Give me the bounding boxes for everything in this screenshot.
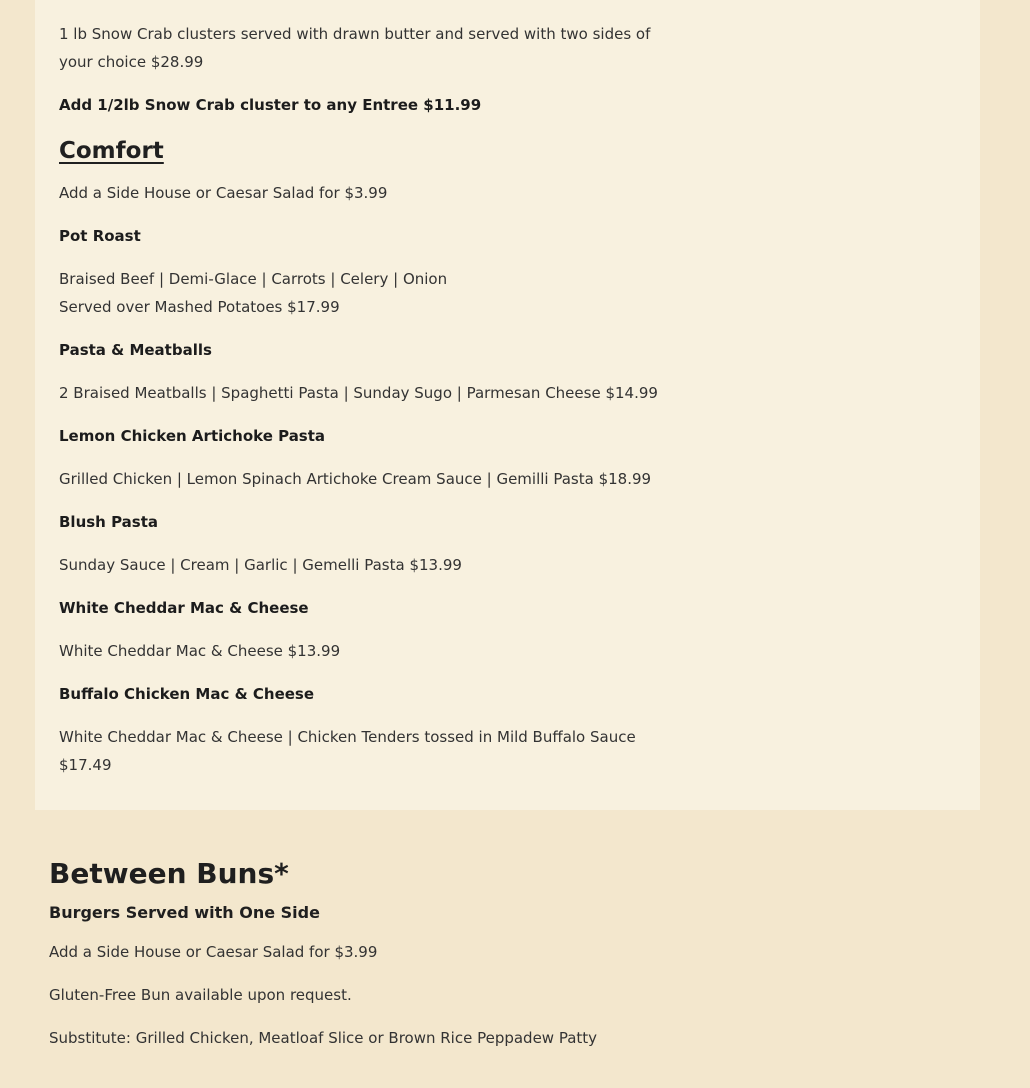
item-desc-blush-pasta: Sunday Sauce | Cream | Garlic | Gemelli Pasta $13.99 [59, 556, 462, 574]
item-desc-pasta-meatballs: 2 Braised Meatballs | Spaghetti Pasta | Sunday Sugo | Parmesan Cheese $14.99 [59, 384, 658, 402]
between-buns-heading: Between Buns* [49, 857, 289, 890]
comfort-side-note: Add a Side House or Caesar Salad for $3.99 [59, 184, 388, 202]
substitute-note: Substitute: Grilled Chicken, Meatloaf Slice or Brown Rice Peppadew Patty [49, 1029, 598, 1047]
item-desc-pot-roast: Braised Beef | Demi-Glace | Carrots | Celery | Onion Served over Mashed Potatoes $17.99 [59, 270, 448, 316]
comfort-heading: Comfort [59, 138, 164, 164]
item-desc-lemon-chicken-artichoke-pasta: Grilled Chicken | Lemon Spinach Artichoke Cream Sauce | Gemilli Pasta $18.99 [59, 470, 652, 488]
item-name-buffalo-chicken-mac: Buffalo Chicken Mac & Cheese [59, 685, 315, 703]
menu-card [35, 0, 980, 810]
gluten-free-note: Gluten-Free Bun available upon request. [49, 986, 352, 1004]
item-name-blush-pasta: Blush Pasta [59, 513, 159, 531]
item-name-pot-roast: Pot Roast [59, 227, 141, 245]
item-name-white-cheddar-mac: White Cheddar Mac & Cheese [59, 599, 309, 617]
item-name-pasta-meatballs: Pasta & Meatballs [59, 341, 212, 359]
item-desc-white-cheddar-mac: White Cheddar Mac & Cheese $13.99 [59, 642, 341, 660]
snow-crab-addon: Add 1/2lb Snow Crab cluster to any Entree $11.99 [59, 96, 482, 114]
snow-crab-description: 1 lb Snow Crab clusters served with drawn butter and served with two sides of your choice $28.99 [59, 25, 651, 71]
between-buns-side-note: Add a Side House or Caesar Salad for $3.99 [49, 943, 378, 961]
item-name-lemon-chicken-artichoke-pasta: Lemon Chicken Artichoke Pasta [59, 427, 326, 445]
menu-card-content [59, 20, 659, 779]
between-buns-subtitle: Burgers Served with One Side [49, 903, 320, 922]
item-desc-buffalo-chicken-mac: White Cheddar Mac & Cheese | Chicken Tenders tossed in Mild Buffalo Sauce $17.49 [59, 728, 636, 774]
between-buns-section [49, 853, 949, 1052]
